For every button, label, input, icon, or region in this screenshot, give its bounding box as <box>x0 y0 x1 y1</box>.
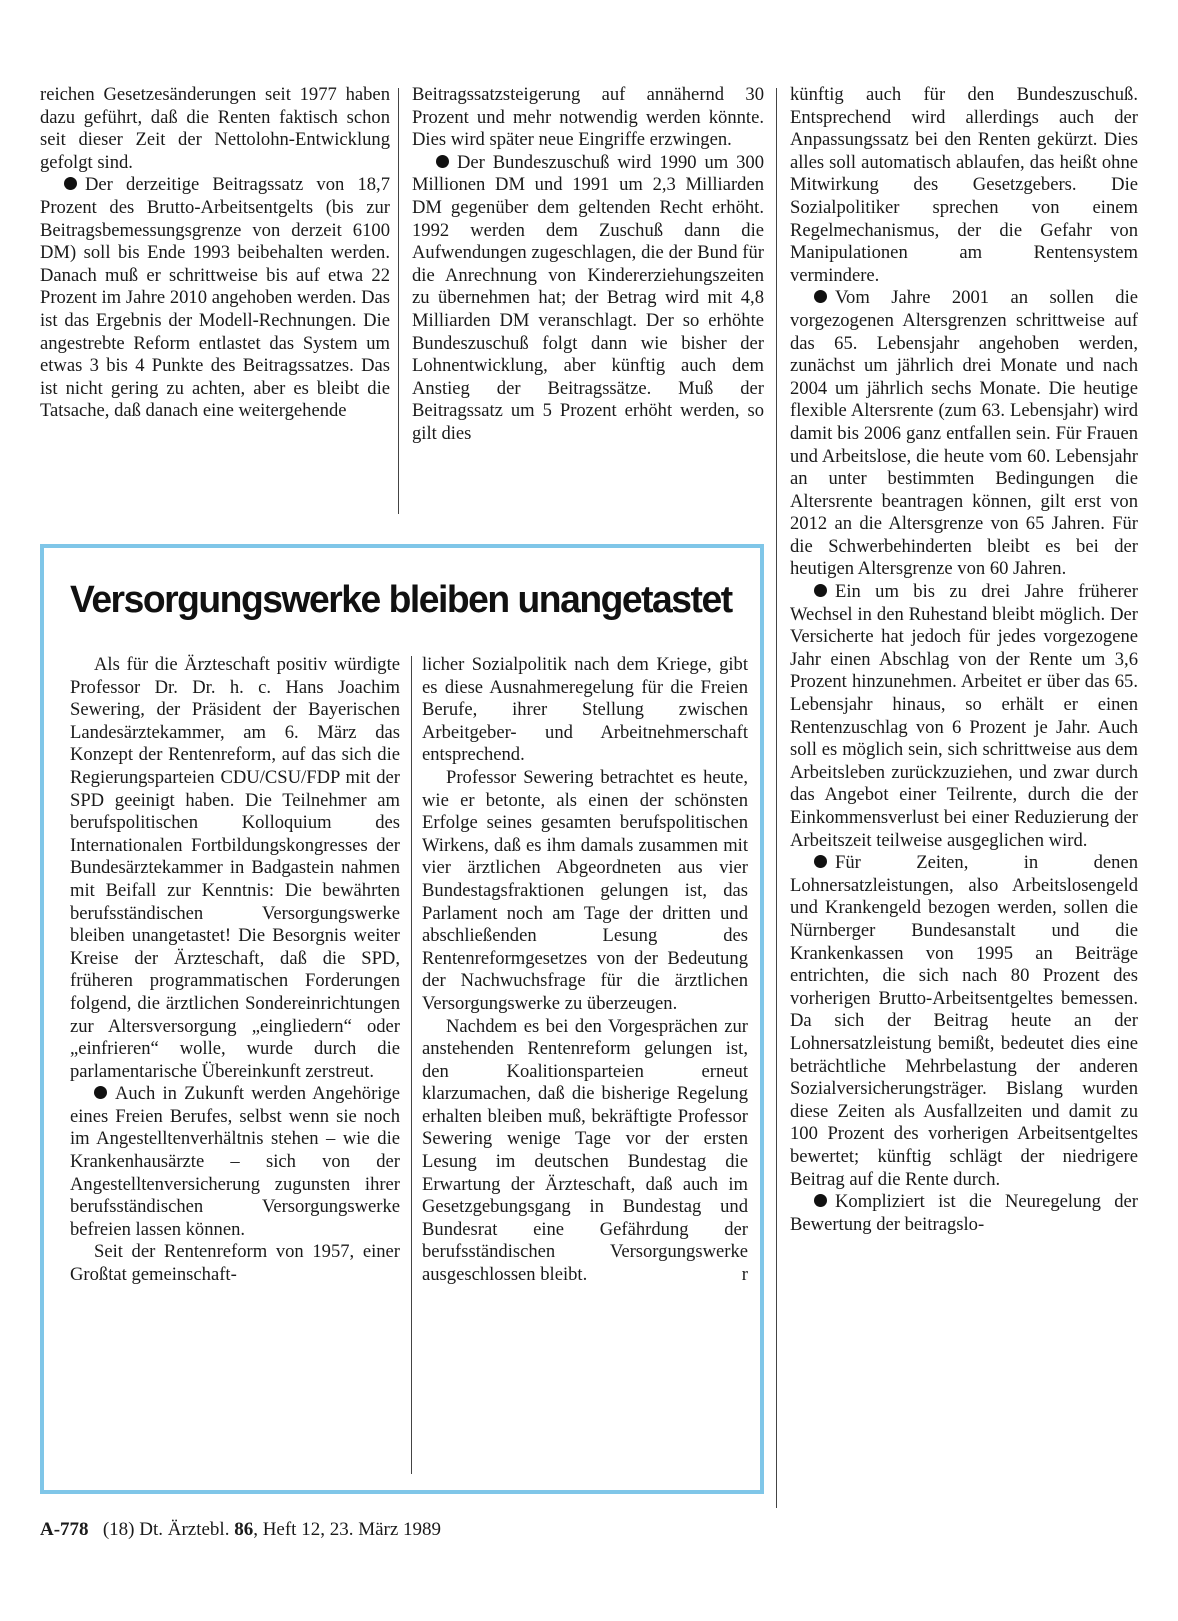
box-column-2 <box>422 654 748 1287</box>
paragraph: Beitragssatzsteigerung auf annähernd 30 Prozent und mehr notwendig werden könnte. Dies wird später neue Eingriffe erzwingen. <box>412 84 764 151</box>
page-number: A-778 <box>40 1519 89 1540</box>
bullet-icon <box>436 155 449 168</box>
journal-citation: (18) Dt. Ärztebl. <box>102 1519 230 1540</box>
paragraph: licher Sozialpolitik nach dem Kriege, gibt es diese Ausnahmeregelung für die Freien Berufe, ihrer Stellung zwischen Arbeitgeber- und Arbeitnehmerschaft entsprechend. <box>422 654 748 766</box>
column-divider <box>776 88 777 1508</box>
sidebar-article-box <box>40 544 764 1494</box>
author-signature: r <box>741 1264 748 1286</box>
paragraph: Der Bundeszuschuß wird 1990 um 300 Millionen DM und 1991 um 2,3 Milliarden DM gegenüber dem geltenden Recht erhöht. 1992 werden dem Zuschuß dann die Aufwendungen zugeschlagen, die der Bund für die Anrechnung von Kindererziehungszeiten zu übernehmen hat; der Betrag wird mit 4,8 Milliarden DM veranschlagt. Der so erhöhte Bundeszuschuß folgt dann wie bisher der Lohnentwicklung, aber künftig auch dem Anstieg der Beitragssätze. Muß der Beitragssatz um 5 Prozent erhöht werden, so gilt dies <box>412 151 764 444</box>
box-headline: Versorgungswerke bleiben unangetastet <box>70 579 732 621</box>
paragraph: Als für die Ärzteschaft positiv würdigte Professor Dr. Dr. h. c. Hans Joachim Sewering, der Präsident der Bayerischen Landesärztekammer, am 6. März das Konzept der Rentenreform, auf das sich die Regierungsparteien CDU/CSU/FDP mit der SPD geeinigt haben. Die Teilnehmer am berufspolitischen Kolloquium des Internationalen Fortbildungskongresses der Bundesärztekammer in Badgastein nahmen mit Beifall zur Kenntnis: Die bewährten berufsständischen Versorgungswerke bleiben unangetastet! Die Besorgnis weiter Kreise der Ärzteschaft, daß die SPD, früheren programmatischen Forderungen folgend, die ärztlichen Sondereinrichtungen zur Altersversorgung „eingliedern“ oder „einfrieren“ wolle, wurde durch die parlamentarische Übereinkunft zerstreut. <box>70 654 400 1082</box>
paragraph: Professor Sewering betrachtet es heute, wie er betonte, als einen der schönsten Erfolge seines gesamten berufspolitischen Wirkens, daß es ihm damals zusammen mit vier ärztlichen Abgeordneten aus vier Bundestagsfraktionen gelungen ist, das Parlament noch am Tage der dritten und abschließenden Lesung des Rentenreformgesetzes von der Bedeutung der Nachwuchsfrage für die ärztlichen Versorgungswerke zu überzeugen. <box>422 766 748 1014</box>
paragraph: Vom Jahre 2001 an sollen die vorgezogenen Altersgrenzen schrittweise auf das 65. Lebensjahr angehoben werden, zunächst um jährlich drei Monate und nach 2004 um jährlich sechs Monate. Die heutige flexible Altersrente (zum 63. Lebensjahr) wird damit bis 2006 ganz entfallen sein. Für Frauen und Arbeitslose, die heute vom 60. Lebensjahr an unter bestimmten Bedingungen die Altersrente beantragen können, gilt erst von 2012 an die Altersgrenze von 65 Jahren. Für die Schwerbehinderten bleibt es bei der heutigen Altersgrenze von 60 Jahren. <box>790 287 1138 580</box>
article-column-2 <box>412 84 764 446</box>
journal-volume: 86 <box>234 1519 254 1540</box>
article-column-3 <box>790 84 1138 1236</box>
paragraph: reichen Gesetzesänderungen seit 1977 haben dazu geführt, daß die Renten faktisch schon seit dieser Zeit der Nettolohn-Entwicklung gefolgt sind. <box>40 84 390 173</box>
bullet-icon <box>814 584 827 597</box>
bullet-icon <box>64 177 77 190</box>
box-column-1 <box>70 654 400 1287</box>
paragraph: Der derzeitige Beitragssatz von 18,7 Prozent des Brutto-Arbeitsentgelts (bis zur Beitragsbemessungsgrenze von derzeit 6100 DM) soll bis Ende 1993 beibehalten werden. Danach muß er schrittweise bis auf etwa 22 Prozent im Jahre 2010 angehoben werden. Das ist das Ergebnis der Modell-Rechnungen. Die angestrebte Reform entlastet das System um etwas 3 bis 4 Punkte des Beitragssatzes. Das ist nicht gering zu achten, aber es bleibt die Tatsache, daß danach eine weitergehende <box>40 174 390 422</box>
paragraph: Ein um bis zu drei Jahre früherer Wechsel in den Ruhestand bleibt möglich. Der Versicherte hat jedoch für jedes vorgezogene Jahr einen Abschlag von der Rente um 3,6 Prozent hinzunehmen. Arbeitet er über das 65. Lebensjahr hinaus, so erhält er einen Rentenzuschlag von 6 Prozent je Jahr. Auch soll es möglich sein, sich schrittweise aus dem Arbeitsleben zurückzuziehen, und zwar durch das Angebot einer Teilrente, durch die der Einkommensverlust bei einer Reduzierung der Arbeitszeit teilweise ausgeglichen wird. <box>790 581 1138 851</box>
paragraph: Auch in Zukunft werden Angehörige eines Freien Berufes, selbst wenn sie noch im Angestelltenverhältnis stehen – wie die Krankenhausärzte – sich von der Angestelltenversicherung zugunsten ihrer berufsständischen Versorgungswerke befreien lassen können. <box>70 1083 400 1240</box>
bullet-icon <box>814 855 827 868</box>
paragraph: Nachdem es bei den Vorgesprächen zur anstehenden Rentenreform gelungen ist, den Koalitionsparteien erneut klarzumachen, daß die bisherige Regelung erhalten bleiben muß, bekräftigte Professor Sewering wenige Tage vor der ersten Lesung im deutschen Bundestag die Erwartung der Ärzteschaft, daß auch im Gesetzgebungsgang in Bundestag und Bundesrat eine Gefährdung der berufsständischen Versorgungswerke ausgeschlossen bleibt. r <box>422 1015 748 1286</box>
bullet-icon <box>94 1086 107 1099</box>
column-divider <box>398 88 399 514</box>
journal-issue: , Heft 12, 23. März 1989 <box>253 1519 442 1540</box>
paragraph: Kompliziert ist die Neuregelung der Bewertung der beitragslo- <box>790 1191 1138 1235</box>
paragraph: Für Zeiten, in denen Lohnersatzleistungen, also Arbeitslosengeld und Krankengeld bezogen werden, sollen die Nürnberger Bundesanstalt und die Krankenkassen von 1995 an Beiträge entrichten, die sich nach 80 Prozent des vorherigen Brutto-Arbeitsentgeltes bemessen. Da sich der Beitrag heute an der Lohnersatzleistung bemißt, bedeutet dies eine beträchtliche Mehrbelastung der anderen Sozialversicherungsträger. Bislang wurden diese Zeiten als Ausfallzeiten und damit zu 100 Prozent des vorherigen Arbeitsentgeltes bewertet; künftig schlägt der niedrigere Beitrag auf die Rente durch. <box>790 852 1138 1190</box>
page-footer <box>40 1519 441 1541</box>
paragraph: Seit der Rentenreform von 1957, einer Großtat gemeinschaft- <box>70 1241 400 1286</box>
paragraph: künftig auch für den Bundeszuschuß. Entsprechend wird allerdings auch der Anpassungssatz bei den Renten gekürzt. Dies alles soll automatisch ablaufen, das heißt ohne Mitwirkung des Gesetzgebers. Die Sozialpolitiker sprechen von einem Regelmechanismus, der die Gefahr von Manipulationen am Rentensystem vermindere. <box>790 84 1138 286</box>
bullet-icon <box>814 1194 827 1207</box>
article-column-1 <box>40 84 390 423</box>
column-divider <box>411 656 412 1474</box>
bullet-icon <box>814 290 827 303</box>
